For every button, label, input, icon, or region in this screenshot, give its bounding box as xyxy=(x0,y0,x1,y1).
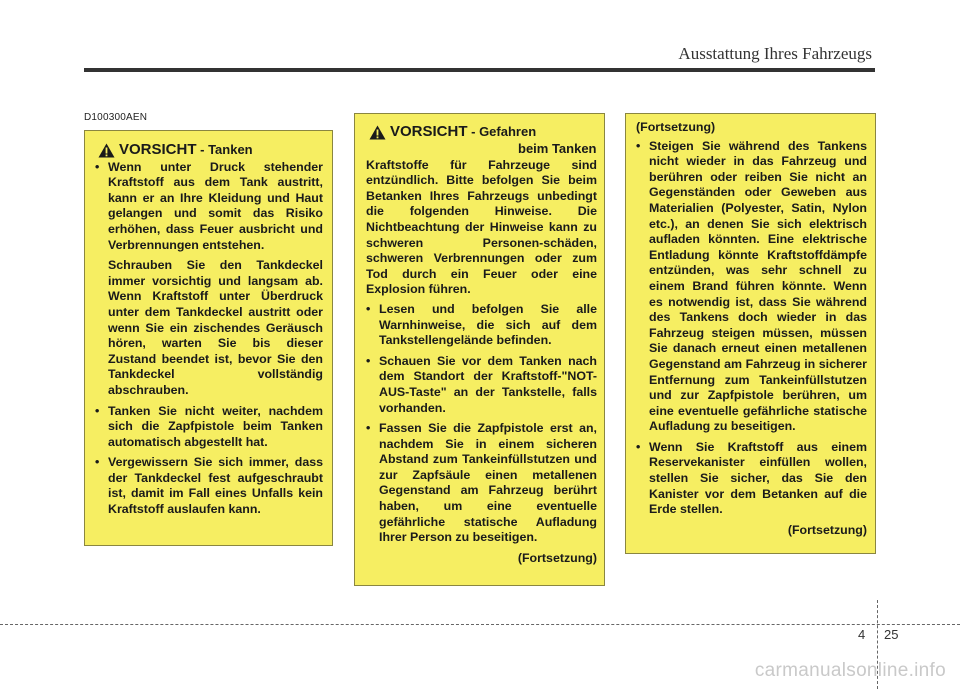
caution-box-hazards xyxy=(354,113,605,586)
footer-divider xyxy=(0,624,960,625)
caution-list xyxy=(95,160,323,254)
caution-heading xyxy=(95,141,323,159)
caution-title: VORSICHT xyxy=(390,123,468,140)
list-item: • Schauen Sie vor dem Tanken nach dem Standort der Kraftstoff-"NOT-AUS-Taste" an der Tankstelle, falls vorhanden. xyxy=(366,354,597,416)
warning-triangle-icon xyxy=(369,125,386,140)
list-item: • Steigen Sie während des Tankens nicht wieder in das Fahrzeug und berühren oder reiben Sie nicht an Gegenständen oder Geweben aus Materialien (Polyester, Satin, Nylon etc.), an denen Sie sich elektrisch aufladen könnten. Eine elektrische Entladung könnte Kraftstoffdämpfe entzünden, was sehr schnell zu einem Brand führen könnte. Wenn es notwendig ist, dass Sie während des Tankens doch wieder in das Fahrzeug steigen müssen, müssen Sie danach erneut einen metallenen Gegenstand am Fahrzeug in sicherer Entfernung zum Tankeinfüllstutzen und zur Zapfpistole berühren, um eine eventuelle gefährliche statische Aufladung zu beseitigen. xyxy=(636,139,867,435)
list-item-continuation: Schrauben Sie den Tankdeckel immer vorsichtig und langsam ab. Wenn Kraftstoff unter Überdruck unter dem Tankdeckel austritt oder wenn Sie ein zischendes Geräusch hören, warten Sie bis dieser Zustand beendet ist, bevor Sie den Tankdeckel vollständig abschrauben. xyxy=(108,258,323,397)
caution-list xyxy=(95,404,323,518)
list-item: • Wenn Sie Kraftstoff aus einem Reservekanister einfüllen wollen, stellen Sie sicher, das Sie den Kanister vor dem Betanken auf die Erde stellen. xyxy=(636,440,867,518)
caution-box-continued xyxy=(625,113,876,554)
caution-list xyxy=(636,139,867,518)
chapter-number: 4 xyxy=(858,627,866,642)
caution-list xyxy=(366,302,597,546)
page-number: 25 xyxy=(884,627,899,642)
caution-subtitle: - Gefahren xyxy=(467,124,537,139)
section-title: Ausstattung Ihres Fahrzeugs xyxy=(678,44,872,63)
continued-top-label: (Fortsetzung) xyxy=(636,120,716,134)
list-item: • Vergewissern Sie sich immer, dass der Tankdeckel fest aufgeschraubt ist, damit im Fall eines Unfalls kein Kraftstoff auslaufen kann. xyxy=(95,455,323,517)
caution-subtitle: - Tanken xyxy=(196,142,253,157)
caution-subtitle-line2: beim Tanken xyxy=(518,140,597,156)
list-item: • Wenn unter Druck stehender Kraftstoff aus dem Tank austritt, kann er an Ihre Kleidung und Haut gelangen und somit das Risiko erhöhen, dass Feuer ausbricht und Verbrennungen entstehen. xyxy=(95,160,323,254)
continued-label: (Fortsetzung) xyxy=(787,522,867,537)
document-code: D100300AEN xyxy=(84,112,148,123)
list-item: • Lesen und befolgen Sie alle Warnhinweise, die sich auf dem Tankstellengelände befinden. xyxy=(366,302,597,349)
list-item: • Fassen Sie die Zapfpistole erst an, nachdem Sie in einem sicheren Abstand zum Tankeinfüllstutzen und zur Zapfsäule einen metallenen Gegenstand am Fahrzeug berührt haben, um eine eventuelle gefährliche statische Aufladung Ihrer Person zu beseitigen. xyxy=(366,421,597,546)
continued-label: (Fortsetzung) xyxy=(517,550,597,565)
caution-box-refueling xyxy=(84,130,333,546)
intro-paragraph: Kraftstoffe für Fahrzeuge sind entzündlich. Bitte befolgen Sie beim Betanken Ihres Fahrzeugs unbedingt die folgenden Hinweise. Die Nichtbeachtung der Hinweise kann zu schweren Personen-schäden, schweren Verbrennungen oder zum Tod durch ein Feuer oder eine Explosion führen. xyxy=(366,157,597,297)
watermark: carmanualsonline.info xyxy=(754,660,946,681)
warning-triangle-icon xyxy=(98,143,115,158)
caution-title: VORSICHT xyxy=(119,141,197,158)
list-item: • Tanken Sie nicht weiter, nachdem sich die Zapfpistole beim Tanken automatisch abgestellt hat. xyxy=(95,404,323,451)
header-rule xyxy=(84,68,875,72)
caution-heading xyxy=(366,123,597,157)
